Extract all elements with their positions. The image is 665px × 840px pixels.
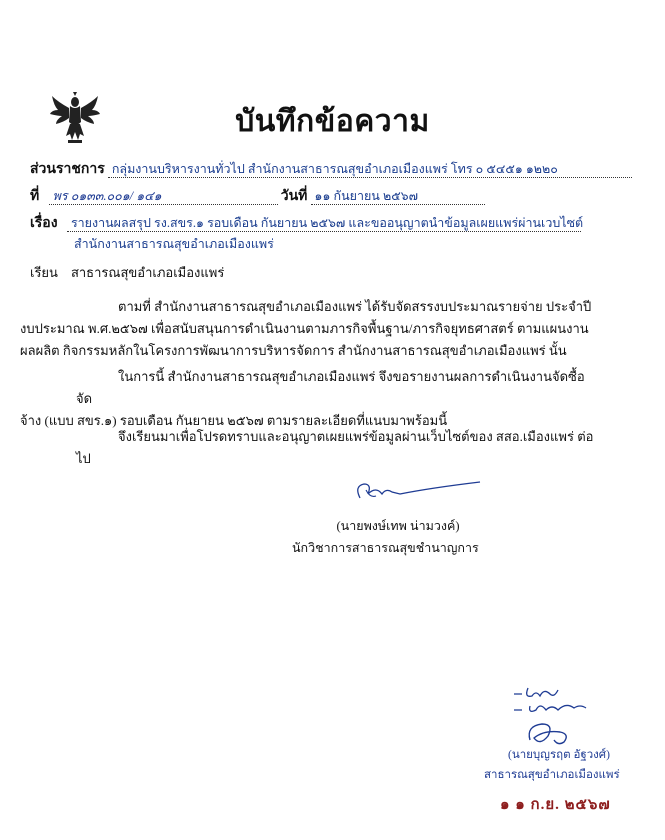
- signer-signature: [330, 468, 490, 518]
- p2-line-2: จ้าง (แบบ สขร.๑) รอบเดือน กันยายน ๒๕๖๗ ตามรายละเอียดที่แนบมาพร้อมนี้: [20, 413, 448, 428]
- approval-signature: [520, 716, 590, 748]
- paragraph-3: [76, 426, 596, 470]
- p1-line-2: งบประมาณ พ.ศ.๒๕๖๗ เพื่อสนับสนุนการดำเนินงานตามภารกิจพื้นฐาน/ภารกิจยุทธศาสตร์ ตามแผนงาน: [20, 321, 589, 336]
- approver-org: สาธารณสุขอำเภอเมืองแพร่: [484, 769, 620, 781]
- to-label: เรียน: [30, 265, 58, 280]
- paragraph-1: [20, 296, 596, 362]
- date-value: ๑๑ กันยายน ๒๕๖๗: [311, 188, 485, 205]
- page-title: บันทึกข้อความ: [235, 105, 430, 138]
- paragraph-2: [20, 366, 596, 432]
- p3-line-1: จึงเรียนมาเพื่อโปรดทราบและอนุญาตเผยแพร่ข้อมูลผ่านเว็บไซต์ของ สสอ.เมืองแพร่ ต่อไป: [76, 429, 594, 466]
- p2-line-1: ในการนี้ สำนักงานสาธารณสุขอำเภอเมืองแพร่ จึงขอรายงานผลการดำเนินงานจัดซื้อจัด: [76, 369, 585, 406]
- signer-name: (นายพงษ์เทพ น่ามวงค์): [336, 519, 460, 533]
- recipient-row: [30, 262, 224, 283]
- to-value: สาธารณสุขอำเภอเมืองแพร่: [70, 265, 225, 280]
- subject-label: เรื่อง: [30, 216, 58, 231]
- ref-label: ที่: [30, 189, 40, 204]
- subject-value-continued: สำนักงานสาธารณสุขอำเภอเมืองแพร่: [74, 237, 274, 251]
- date-label: วันที่: [280, 189, 308, 204]
- agency-row: [30, 158, 632, 180]
- handwritten-note-icon: [510, 680, 630, 720]
- approver-name: (นายบุญรฤต อัฐวงศ์): [508, 749, 610, 761]
- ref-value: พร ๐๑๓๓.๐๐๑/ ๑๔๑: [49, 188, 278, 205]
- subject-row: [30, 212, 584, 234]
- p1-line-1: ตามที่ สำนักงานสาธารณสุขอำเภอเมืองแพร่ ได้รับจัดสรรงบประมาณรายจ่าย ประจำปี: [118, 299, 592, 314]
- signer-position: นักวิชาการสาธารณสุขชำนาญการ: [292, 541, 479, 555]
- agency-value: กลุ่มงานบริหารงานทั่วไป สำนักงานสาธารณสุขอำเภอเมืองแพร่ โทร ๐ ๕๔๕๑ ๑๒๒๐: [108, 161, 632, 178]
- approval-date-stamp: ๑ ๑ ก.ย. ๒๕๖๗: [500, 797, 611, 813]
- p1-line-3: ผลผลิต กิจกรรมหลักในโครงการพัฒนาการบริหารจัดการ สำนักงานสาธารณสุขอำเภอเมืองแพร่ นั้น: [20, 343, 567, 358]
- reference-row: [30, 185, 485, 207]
- agency-label: ส่วนราชการ: [30, 162, 105, 177]
- subject-value: รายงานผลสรุป รง.สขร.๑ รอบเดือน กันยายน ๒๕๖๗ และขออนุญาตนำข้อมูลเผยแพร่ผ่านเวบไซต์: [67, 215, 581, 232]
